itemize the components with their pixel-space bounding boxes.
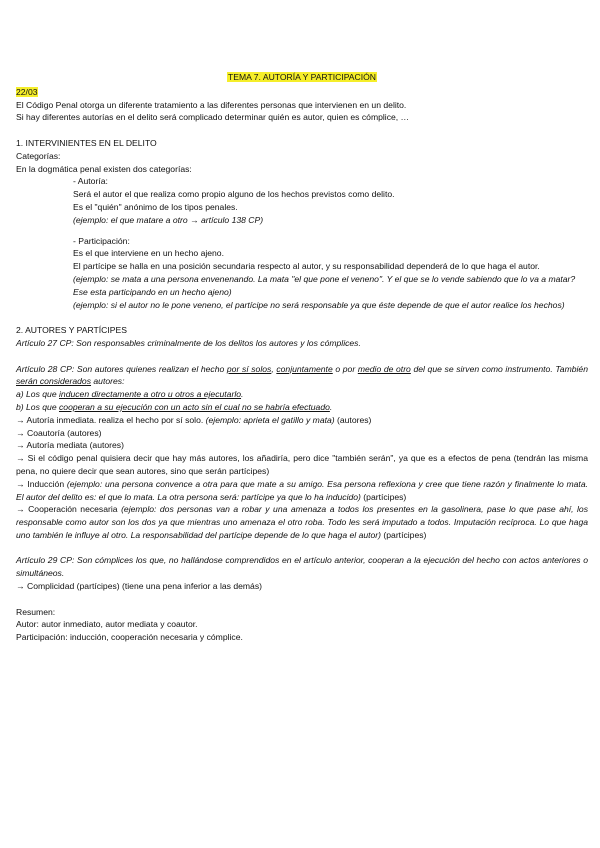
art28-text-d: del que se sirven como instrumento. También <box>410 363 588 374</box>
art28a-pre: a) Los que <box>16 389 59 400</box>
art28b-underline: cooperan a su ejecución con un acto sin el cual no se habría efectuado <box>59 401 330 412</box>
article-28 <box>16 363 588 389</box>
art28a-post: . <box>241 389 244 400</box>
autoria-title: - Autoría: <box>73 176 108 187</box>
coop-tag: (partícipes) <box>381 529 427 540</box>
art28b-pre: b) Los que <box>16 401 59 412</box>
induccion-line <box>16 478 588 504</box>
inm-example: (ejemplo: aprieta el gatillo y mata) <box>205 414 335 425</box>
participacion-example-2: (ejemplo: si el autor no le pone veneno, el partícipe no será responsable ya que éste depende de que el autor realice los hechos) <box>73 299 565 310</box>
section-1-heading: 1. INTERVINIENTES EN EL DELITO <box>16 137 157 148</box>
inm-text: → Autoría inmediata. realiza el hecho por sí solo. <box>16 414 206 425</box>
codigo-penal-note: → Si el código penal quisiera decir que hay más autores, los añadiría, pero dice "también serán", ya que es a efectos de pena (tendrán las misma pena, no quiere decir que sean autores, sino que serán partícipes) <box>16 453 588 476</box>
complicidad-line: → Complicidad (partícipes) (tiene una pena inferior a las demás) <box>16 581 262 592</box>
inm-tag: (autores) <box>334 414 372 425</box>
resumen-autor: Autor: autor inmediato, autor mediata y coautor. <box>16 619 198 630</box>
art28a-underline: inducen directamente a otro u otros a ejecutarlo <box>59 389 242 400</box>
article-28-a <box>16 388 588 401</box>
participacion-example-1: (ejemplo: se mata a una persona envenenando. La mata "el que pone el veneno". Y el que se lo vende sabiendo que lo va a matar? Ese esta participando en un hecho ajeno) <box>73 273 576 297</box>
article-28-b <box>16 401 588 414</box>
art28-text-e: autores: <box>91 376 125 387</box>
autoria-example: (ejemplo: el que matare a otro → artículo 138 CP) <box>73 214 264 225</box>
autoria-def-2: Es el "quién" anónimo de los tipos penales. <box>73 201 238 212</box>
art28-text-b: , <box>271 363 277 374</box>
ind-text: → Inducción <box>16 478 67 489</box>
article-27: Artículo 27 CP: Son responsables criminalmente de los delitos los autores y los cómplices. <box>16 337 361 348</box>
section-2-heading: 2. AUTORES Y PARTÍCIPES <box>16 325 127 336</box>
article-29: Artículo 29 CP: Son cómplices los que, no hallándose comprendidos en el artículo anterior, cooperan a la ejecución del hecho con actos anteriores o simultáneos. <box>16 555 588 579</box>
intro-line-2: Si hay diferentes autorías en el delito será complicado determinar quién es autor, quien es cómplice, … <box>16 112 410 123</box>
coautoria-line: → Coautoría (autores) <box>16 427 102 438</box>
art28-underline-2: conjuntamente <box>276 363 333 374</box>
participacion-title: - Participación: <box>73 235 130 246</box>
resumen-heading: Resumen: <box>16 606 56 617</box>
art28-text-a: Artículo 28 CP: Son autores quienes realizan el hecho <box>16 363 227 374</box>
coop-example: (ejemplo: dos personas van a robar y una amenaza a todos los presentes en la gasolinera, pase lo que pase ahí, los responsable como autor son los dos ya que mientras uno amenaza el otro roba. Todo les será imputado a todos. Imputación recíproca. Lo que haga uno también le influye al otro. La responsabilidad del partícipe depende de lo que haga el autor) <box>16 504 589 540</box>
doc-title-text: TEMA 7. AUTORÍA Y PARTICIPACIÓN <box>227 72 377 82</box>
categories-label: Categorías: <box>16 150 61 161</box>
cooperacion-line <box>16 503 588 541</box>
document-body <box>16 71 588 644</box>
doc-date <box>16 86 588 99</box>
art28-underline-1: por sí solos <box>226 363 272 374</box>
art28b-post: . <box>329 401 333 412</box>
autoria-mediata-line: → Autoría mediata (autores) <box>16 440 124 451</box>
ind-example: (ejemplo: una persona convence a otra para que mate a su amigo. Esa persona reflexiona y cree que tiene razón y finalmente lo mata. El autor del delito es: el que lo mata. La otra persona será: partícipe ya que lo ha inducido) <box>16 478 588 502</box>
intro-line-1: El Código Penal otorga un diferente tratamiento a las diferentes personas que intervienen en un delito. <box>16 99 407 110</box>
coop-text: → Cooperación necesaria <box>16 504 122 515</box>
participacion-def-2: El partícipe se halla en una posición secundaria respecto al autor, y su responsabilidad dependerá de lo que haga el autor. <box>73 261 540 272</box>
doc-title <box>16 71 588 84</box>
autoria-def-1: Será el autor el que realiza como propio alguno de los hechos previstos como delito. <box>73 189 395 200</box>
autoria-inmediata-line <box>16 414 588 427</box>
dogmatica-line: En la dogmática penal existen dos categorías: <box>16 163 192 174</box>
art28-text-c: o por <box>332 363 358 374</box>
ind-tag: (partícipes) <box>360 491 407 502</box>
art28-underline-4: serán considerados <box>16 376 92 387</box>
resumen-participacion: Participación: inducción, cooperación necesaria y cómplice. <box>16 632 243 643</box>
participacion-def-1: Es el que interviene en un hecho ajeno. <box>73 248 224 259</box>
date-highlight: 22/03 <box>16 86 38 97</box>
art28-underline-3: medio de otro <box>357 363 411 374</box>
